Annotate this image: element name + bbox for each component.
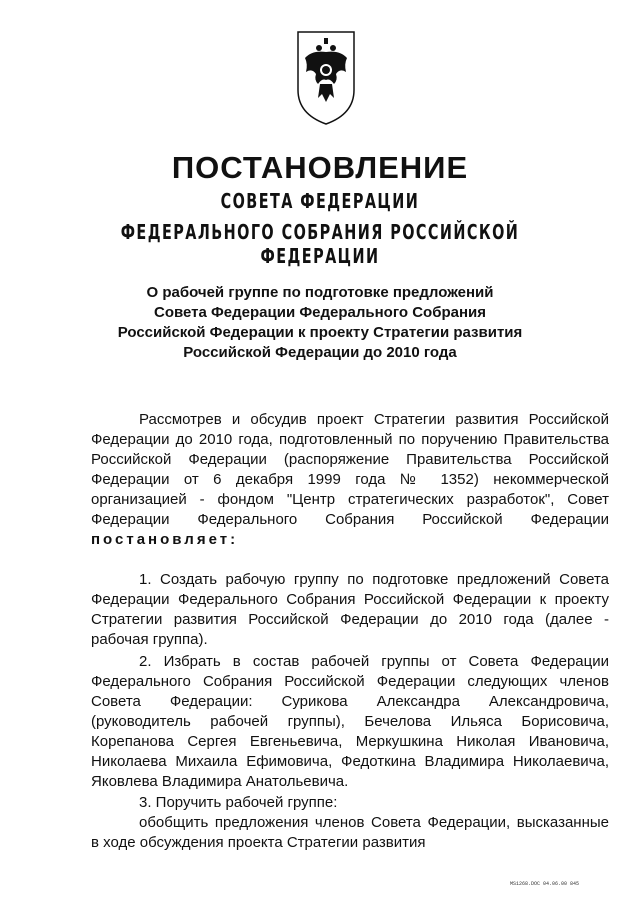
preamble-paragraph [91, 410, 609, 550]
item-1-paragraph: 1. Создать рабочую группу по подготовке предложений Совета Федерации Федерального Собрания Российской Федерации к проекту Стратегии развития Российской Федерации до 2010 года (далее - рабочая группа). [91, 571, 609, 648]
preamble-text: Рассмотрев и обсудив проект Стратегии развития Российской Федерации до 2010 года, подготовленный по поручению Правительства Российской Федерации (распоряжение Правительства Российской Федерации от 6 декабря 1999 года № 1352) некоммерческой организацией - фондом "Центр стратегических разработок", Совет Федерации Федерального Собрания Российской Федерации [91, 411, 609, 528]
item-3-heading: 3. Поручить рабочей группе: [139, 794, 338, 811]
issuer-council-text: СОВЕТА ФЕДЕРАЦИИ [220, 189, 420, 213]
document-type-title: ПОСТАНОВЛЕНИЕ [171, 150, 469, 185]
issuer-council-heading [0, 189, 640, 214]
document-subject [110, 283, 530, 363]
subject-line: Российской Федерации к проекту Стратегии развития [117, 324, 523, 341]
coat-of-arms-emblem [294, 28, 358, 128]
subject-line: Совета Федерации Федерального Собрания [153, 304, 487, 321]
resolves-word: постановляет: [91, 531, 239, 548]
issuer-assembly-text: ФЕДЕРАЛЬНОГО СОБРАНИЯ РОССИЙСКОЙ ФЕДЕРАЦИИ [120, 220, 520, 268]
item-2-paragraph: 2. Избрать в состав рабочей группы от Совета Федерации Федерального Собрания Российской Федерации следующих членов Совета Федерации: Сурикова Александра Александровича, (руководитель рабочей группы), Бечелова Ильяса Борисовича, Корепанова Сергея Евгеньевича, Меркушкина Николая Ивановича, Николаева Михаила Ефимовича, Федоткина Владимира Николаевича, Яковлева Владимира Анатольевича. [91, 653, 609, 790]
subject-line: О рабочей группе по подготовке предложений [146, 284, 494, 301]
issuer-assembly-heading [0, 220, 640, 269]
item-3-text: обобщить предложения членов Совета Федерации, высказанные в ходе обсуждения проекта Стратегии развития [91, 814, 609, 851]
document-file-code: MS1268.DOC 04.06.00 845 [510, 881, 580, 887]
subject-line: Российской Федерации до 2010 года [183, 344, 457, 361]
